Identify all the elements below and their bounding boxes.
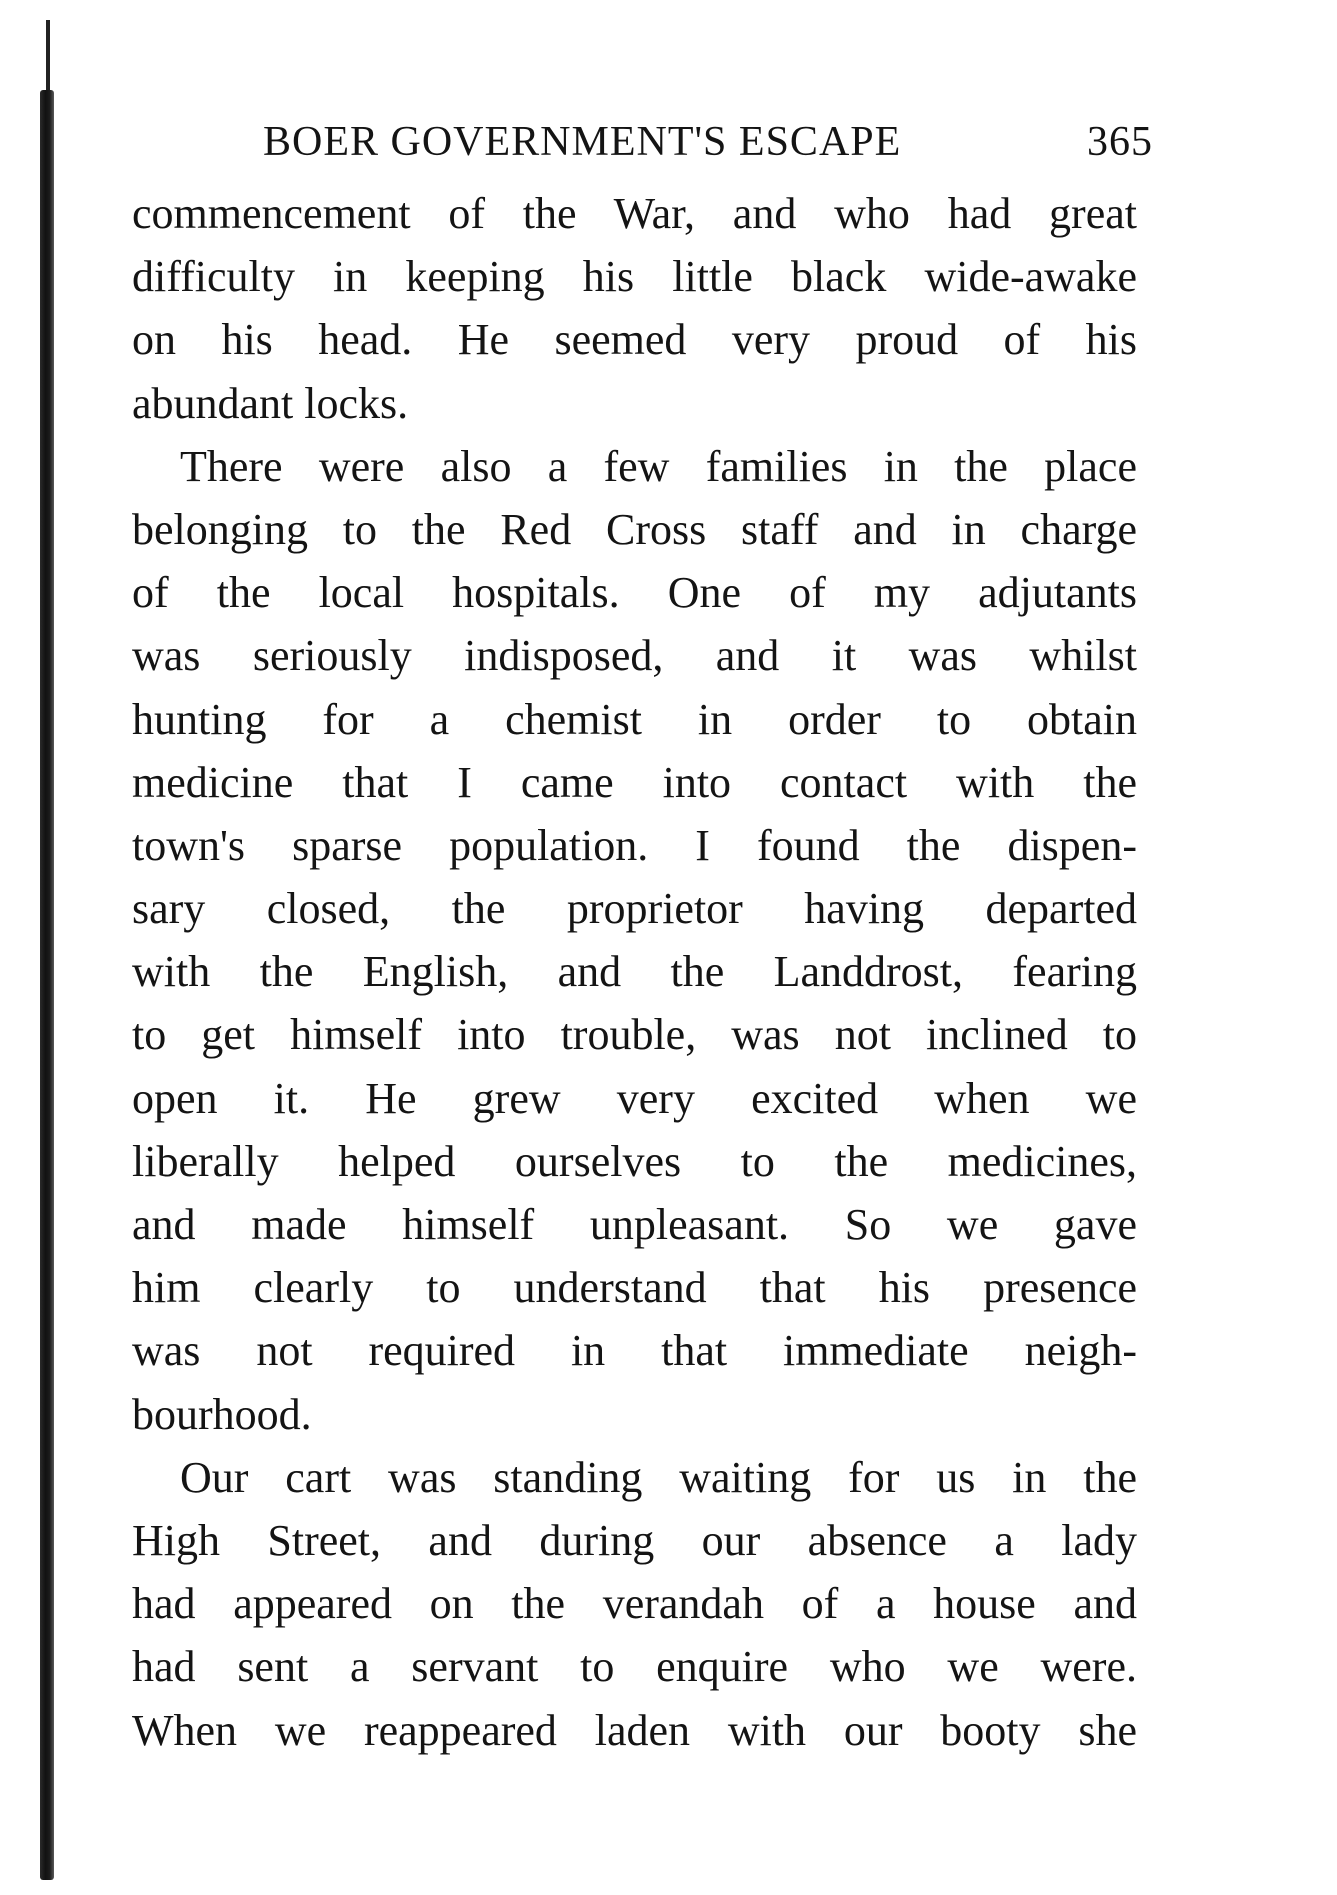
binding-edge-top <box>46 20 50 95</box>
page-number: 365 <box>1087 119 1153 165</box>
text-line: bourhood. <box>132 1389 312 1439</box>
text-line: open it. He grew very excited when we <box>132 1073 1137 1123</box>
text-line: commencement of the War, and who had great <box>132 189 1137 238</box>
text-line: sary closed, the proprietor having departed <box>132 884 1137 934</box>
text-line: him clearly to understand that his presence <box>132 1263 1137 1313</box>
text-line: was seriously indisposed, and it was whilst <box>132 631 1137 681</box>
text-line: to get himself into trouble, was not inclined to <box>132 1010 1137 1060</box>
text-line: had sent a servant to enquire who we were. <box>132 1642 1137 1692</box>
text-line: town's sparse population. I found the dispen- <box>132 820 1137 870</box>
text-line: belonging to the Red Cross staff and in charge <box>132 504 1137 554</box>
text-line: There were also a few families in the place <box>180 441 1137 491</box>
running-title: BOER GOVERNMENT'S ESCAPE <box>263 119 902 165</box>
text-line: had appeared on the verandah of a house and <box>132 1579 1137 1629</box>
text-line: and made himself unpleasant. So we gave <box>132 1200 1137 1249</box>
running-head <box>263 118 1153 174</box>
body-text <box>132 182 1137 1762</box>
text-line: liberally helped ourselves to the medicines, <box>132 1136 1137 1186</box>
text-line: Our cart was standing waiting for us in the <box>180 1452 1137 1502</box>
text-line: hunting for a chemist in order to obtain <box>132 694 1137 744</box>
text-line: difficulty in keeping his little black wide-awake <box>132 252 1137 302</box>
text-line: was not required in that immediate neigh- <box>132 1326 1137 1376</box>
text-line: abundant locks. <box>132 378 409 428</box>
text-line: of the local hospitals. One of my adjutants <box>132 568 1137 618</box>
text-line: on his head. He seemed very proud of his <box>132 315 1137 365</box>
binding-edge <box>40 90 54 1880</box>
text-line: medicine that I came into contact with the <box>132 757 1137 807</box>
text-line: with the English, and the Landdrost, fearing <box>132 947 1137 997</box>
text-line: When we reappeared laden with our booty she <box>132 1705 1137 1755</box>
text-line: High Street, and during our absence a lady <box>132 1515 1137 1565</box>
